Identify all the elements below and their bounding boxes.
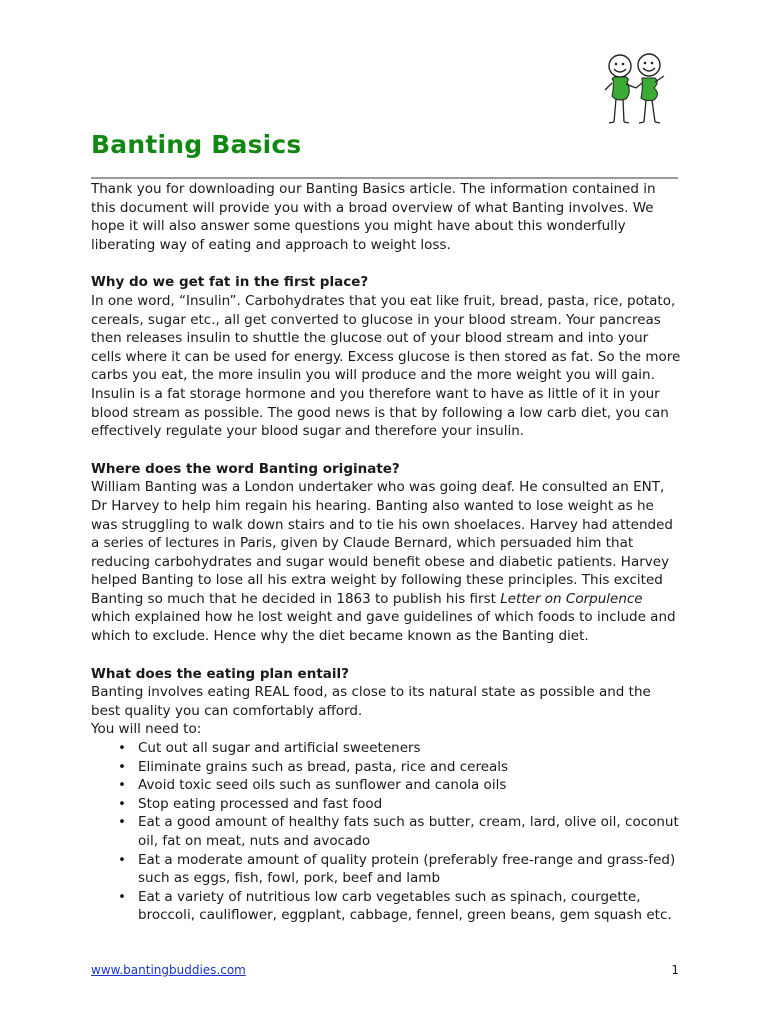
list-item: • Eat a good amount of healthy fats such as butter, cream, lard, olive oil, coconut oil, fat on meat, nuts and avocado: [91, 813, 681, 850]
title-divider: [91, 177, 678, 179]
list-lead: You will need to:: [91, 721, 202, 738]
section-heading: Where does the word Banting originate?: [91, 460, 400, 477]
book-title: Letter on Corpulence: [500, 590, 643, 607]
page-number: 1: [671, 963, 679, 977]
section-heading: What does the eating plan entail?: [91, 665, 349, 682]
section-paragraph: [91, 478, 681, 645]
page-footer: [91, 963, 679, 977]
section-paragraph: Banting involves eating REAL food, as close to its natural state as possible and the best quality you can comfortably afford.: [91, 684, 651, 719]
section-origin: [91, 460, 681, 646]
list-item: • Avoid toxic seed oils such as sunflower and canola oils: [91, 776, 681, 795]
list-item: • Stop eating processed and fast food: [91, 795, 681, 814]
list-item: • Eat a variety of nutritious low carb vegetables such as spinach, courgette, broccoli, cauliflower, eggplant, cabbage, fennel, green beans, gem squash etc.: [91, 888, 681, 925]
two-buddies-logo-icon: [602, 52, 670, 128]
website-link[interactable]: www.bantingbuddies.com: [91, 963, 246, 977]
list-item: • Eliminate grains such as bread, pasta, rice and cereals: [91, 758, 681, 777]
list-item: • Cut out all sugar and artificial sweeteners: [91, 739, 681, 758]
paragraph-text: which explained how he lost weight and gave guidelines of which foods to include and which to exclude. Hence why the diet became known as the Banting diet.: [91, 609, 676, 645]
list-item: • Eat a moderate amount of quality protein (preferably free-range and grass-fed) such as eggs, fish, fowl, pork, beef and lamb: [91, 851, 681, 888]
section-heading: Why do we get fat in the first place?: [91, 274, 369, 291]
eating-plan-list: [91, 739, 681, 925]
section-why-fat: [91, 273, 681, 440]
page-title: Banting Basics: [91, 130, 302, 159]
article-body: [91, 180, 681, 944]
intro-paragraph: Thank you for downloading our Banting Basics article. The information contained in this document will provide you with a broad overview of what Banting involves. We hope it will also answer some questions you might have about this wonderfully liberating way of eating and approach to weight loss.: [91, 181, 656, 253]
section-paragraph: In one word, “Insulin”. Carbohydrates that you eat like fruit, bread, pasta, rice, potato, cereals, sugar etc., all get converted to glucose in your blood stream. Your pancreas then releases insulin to shuttle the glucose out of your blood stream and into your cells where it can be used for energy. Excess glucose is then stored as fat. So the more carbs you eat, the more insulin you will produce and the more weight you will gain. Insulin is a fat storage hormone and you therefore want to have as little of it in your blood stream as possible. The good news is that by following a low carb diet, you can effectively regulate your blood sugar and therefore your insulin.: [91, 292, 681, 440]
paragraph-text: William Banting was a London undertaker who was going deaf. He consulted an ENT, Dr Harvey to help him regain his hearing. Banting also wanted to lose weight as he was struggling to walk down stairs and to tie his own shoelaces. Harvey had attended a series of lectures in Paris, given by Claude Bernard, which persuaded him that reducing carbohydrates and sugar would benefit obese and diabetic patients. Harvey helped Banting to lose all his extra weight by following these principles. This excited Banting so much that he decided in 1863 to publish his first: [91, 479, 673, 607]
section-eating-plan: [91, 665, 681, 925]
